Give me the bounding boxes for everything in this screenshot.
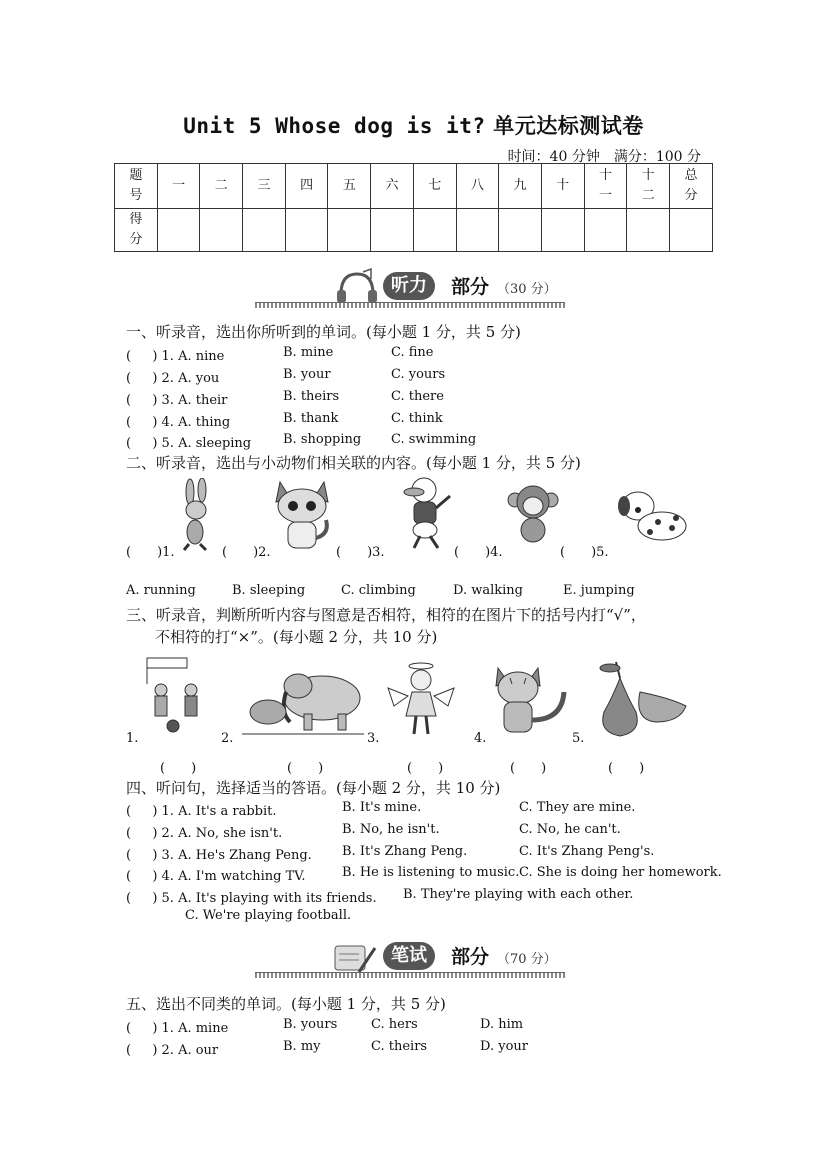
option-b: B. He is listening to music. (342, 865, 520, 880)
answer-bracket[interactable]: ( ) (160, 761, 197, 776)
list-item[interactable]: ( ) 1. A. It's a rabbit. (126, 804, 277, 819)
score-table-row-label: 得分 (115, 209, 158, 252)
score-cell[interactable] (413, 209, 456, 252)
score-cell[interactable] (328, 209, 371, 252)
option: A. running (126, 583, 196, 598)
listening-score: （30 分） (497, 282, 557, 297)
option-b: B. mine (283, 345, 334, 360)
listening-label: 部分 (451, 276, 490, 298)
option-b: B. my (283, 1039, 321, 1054)
writing-banner (255, 938, 565, 978)
banner-divider (255, 972, 565, 978)
option-b: B. It's mine. (342, 800, 422, 815)
list-item[interactable]: ( ) 2. A. No, she isn't. (126, 826, 283, 841)
score-table-score-row (115, 209, 713, 252)
option-c: C. theirs (371, 1039, 428, 1054)
writing-label: 部分 (451, 946, 490, 968)
option-c: C. hers (371, 1017, 418, 1032)
section2-heading: 二、听录音，选出与小动物们相关联的内容。(每小题 1 分，共 5 分) (126, 454, 581, 472)
score-col: 三 (243, 164, 286, 209)
basketball-kids-icon (143, 654, 217, 738)
option-d: D. him (480, 1017, 524, 1032)
option-c: C. They are mine. (519, 800, 636, 815)
list-item[interactable]: ( ) 4. A. thing (126, 415, 231, 430)
picture-number: 2. (221, 731, 234, 746)
score-cell[interactable] (670, 209, 713, 252)
score-cell[interactable] (371, 209, 414, 252)
option-c: C. No, he can't. (519, 822, 621, 837)
list-item[interactable]: ( ) 1. A. nine (126, 349, 225, 364)
option: E. jumping (563, 583, 635, 598)
title-chinese: 单元达标测试卷 (493, 113, 644, 138)
writing-score: （70 分） (497, 952, 557, 967)
section1-heading: 一、听录音，选出你所听到的单词。(每小题 1 分，共 5 分) (126, 323, 521, 341)
option-b: B. yours (283, 1017, 338, 1032)
score-cell[interactable] (243, 209, 286, 252)
option-c: C. think (391, 411, 443, 426)
picture-label[interactable]: ( )1. (126, 545, 175, 560)
score-col: 一 (157, 164, 200, 209)
score-table (114, 163, 713, 252)
option-c: C. She is doing her homework. (519, 865, 722, 880)
picture-label[interactable]: ( )5. (560, 545, 609, 560)
list-item[interactable]: ( ) 4. A. I'm watching TV. (126, 869, 306, 884)
page-title (0, 110, 827, 140)
answer-bracket[interactable]: ( ) (608, 761, 645, 776)
list-item[interactable]: ( ) 5. A. sleeping (126, 436, 252, 451)
picture-label[interactable]: ( )4. (454, 545, 503, 560)
score-col: 七 (413, 164, 456, 209)
rabbit-icon (172, 478, 218, 552)
option: B. sleeping (232, 583, 306, 598)
cat-icon (272, 478, 332, 552)
duck-icon (398, 474, 454, 550)
option-c: C. fine (391, 345, 434, 360)
picture-label[interactable]: ( )2. (222, 545, 271, 560)
section4-heading: 四、听问句，选择适当的答语。(每小题 2 分，共 10 分) (126, 779, 501, 797)
writing-badge: 笔试 (383, 942, 435, 970)
score-col: 六 (371, 164, 414, 209)
score-col: 五 (328, 164, 371, 209)
dog-icon (614, 488, 690, 548)
option-d: D. your (480, 1039, 528, 1054)
option-c: C. We're playing football. (185, 908, 352, 923)
score-cell[interactable] (200, 209, 243, 252)
picture-number: 1. (126, 731, 139, 746)
option-c: C. It's Zhang Peng's. (519, 844, 655, 859)
option-c: C. swimming (391, 432, 477, 447)
score-col: 九 (499, 164, 542, 209)
tiger-cat-icon (490, 660, 572, 740)
option-b: B. your (283, 367, 331, 382)
score-cell[interactable] (541, 209, 584, 252)
score-cell[interactable] (157, 209, 200, 252)
title-english: Unit 5 Whose dog is it? (183, 114, 486, 138)
score-col: 总分 (670, 164, 713, 209)
option: C. climbing (341, 583, 416, 598)
option-b: B. They're playing with each other. (403, 887, 634, 902)
picture-number: 5. (572, 731, 585, 746)
list-item[interactable]: ( ) 1. A. mine (126, 1021, 229, 1036)
banner-divider (255, 302, 565, 308)
answer-bracket[interactable]: ( ) (407, 761, 444, 776)
option-b: B. No, he isn't. (342, 822, 440, 837)
picture-label[interactable]: ( )3. (336, 545, 385, 560)
score-col: 四 (285, 164, 328, 209)
monkey-icon (505, 482, 561, 548)
score-cell[interactable] (584, 209, 627, 252)
section3-heading-line1: 三、听录音，判断所听内容与图意是否相符，相符的在图片下的括号内打“√”， (126, 606, 646, 624)
option-b: B. thank (283, 411, 339, 426)
list-item[interactable]: ( ) 2. A. you (126, 371, 220, 386)
option-b: B. shopping (283, 432, 362, 447)
answer-bracket[interactable]: ( ) (287, 761, 324, 776)
score-col: 八 (456, 164, 499, 209)
score-col: 十一 (584, 164, 627, 209)
score-cell[interactable] (627, 209, 670, 252)
option-c: C. yours (391, 367, 446, 382)
score-col: 十 (541, 164, 584, 209)
pears-icon (590, 660, 690, 740)
scroll-pen-icon (329, 940, 377, 976)
score-table-head-label: 题号 (115, 164, 158, 209)
headphones-icon (333, 268, 379, 306)
list-item[interactable]: ( ) 3. A. He's Zhang Peng. (126, 848, 312, 863)
score-col: 十二 (627, 164, 670, 209)
score-cell[interactable] (285, 209, 328, 252)
score-table-header-row (115, 164, 713, 209)
score-col: 二 (200, 164, 243, 209)
listening-banner (255, 268, 565, 308)
score-cell[interactable] (499, 209, 542, 252)
picture-number: 4. (474, 731, 487, 746)
list-item[interactable]: ( ) 3. A. their (126, 393, 228, 408)
section5-heading: 五、选出不同类的单词。(每小题 1 分，共 5 分) (126, 995, 446, 1013)
list-item[interactable]: ( ) 2. A. our (126, 1043, 219, 1058)
option-c: C. there (391, 389, 444, 404)
time-info: 时间：40 分钟 满分：100 分 (507, 149, 701, 165)
list-item[interactable]: ( ) 5. A. It's playing with its friends. (126, 891, 377, 906)
answer-bracket[interactable]: ( ) (510, 761, 547, 776)
elephants-icon (238, 664, 368, 740)
picture-number: 3. (367, 731, 380, 746)
section3-heading-line2: 不相符的打“×”。(每小题 2 分，共 10 分) (155, 628, 438, 646)
angel-girl-icon (384, 660, 458, 740)
option: D. walking (453, 583, 523, 598)
score-cell[interactable] (456, 209, 499, 252)
listening-badge: 听力 (383, 272, 435, 300)
option-b: B. It's Zhang Peng. (342, 844, 468, 859)
option-b: B. theirs (283, 389, 340, 404)
